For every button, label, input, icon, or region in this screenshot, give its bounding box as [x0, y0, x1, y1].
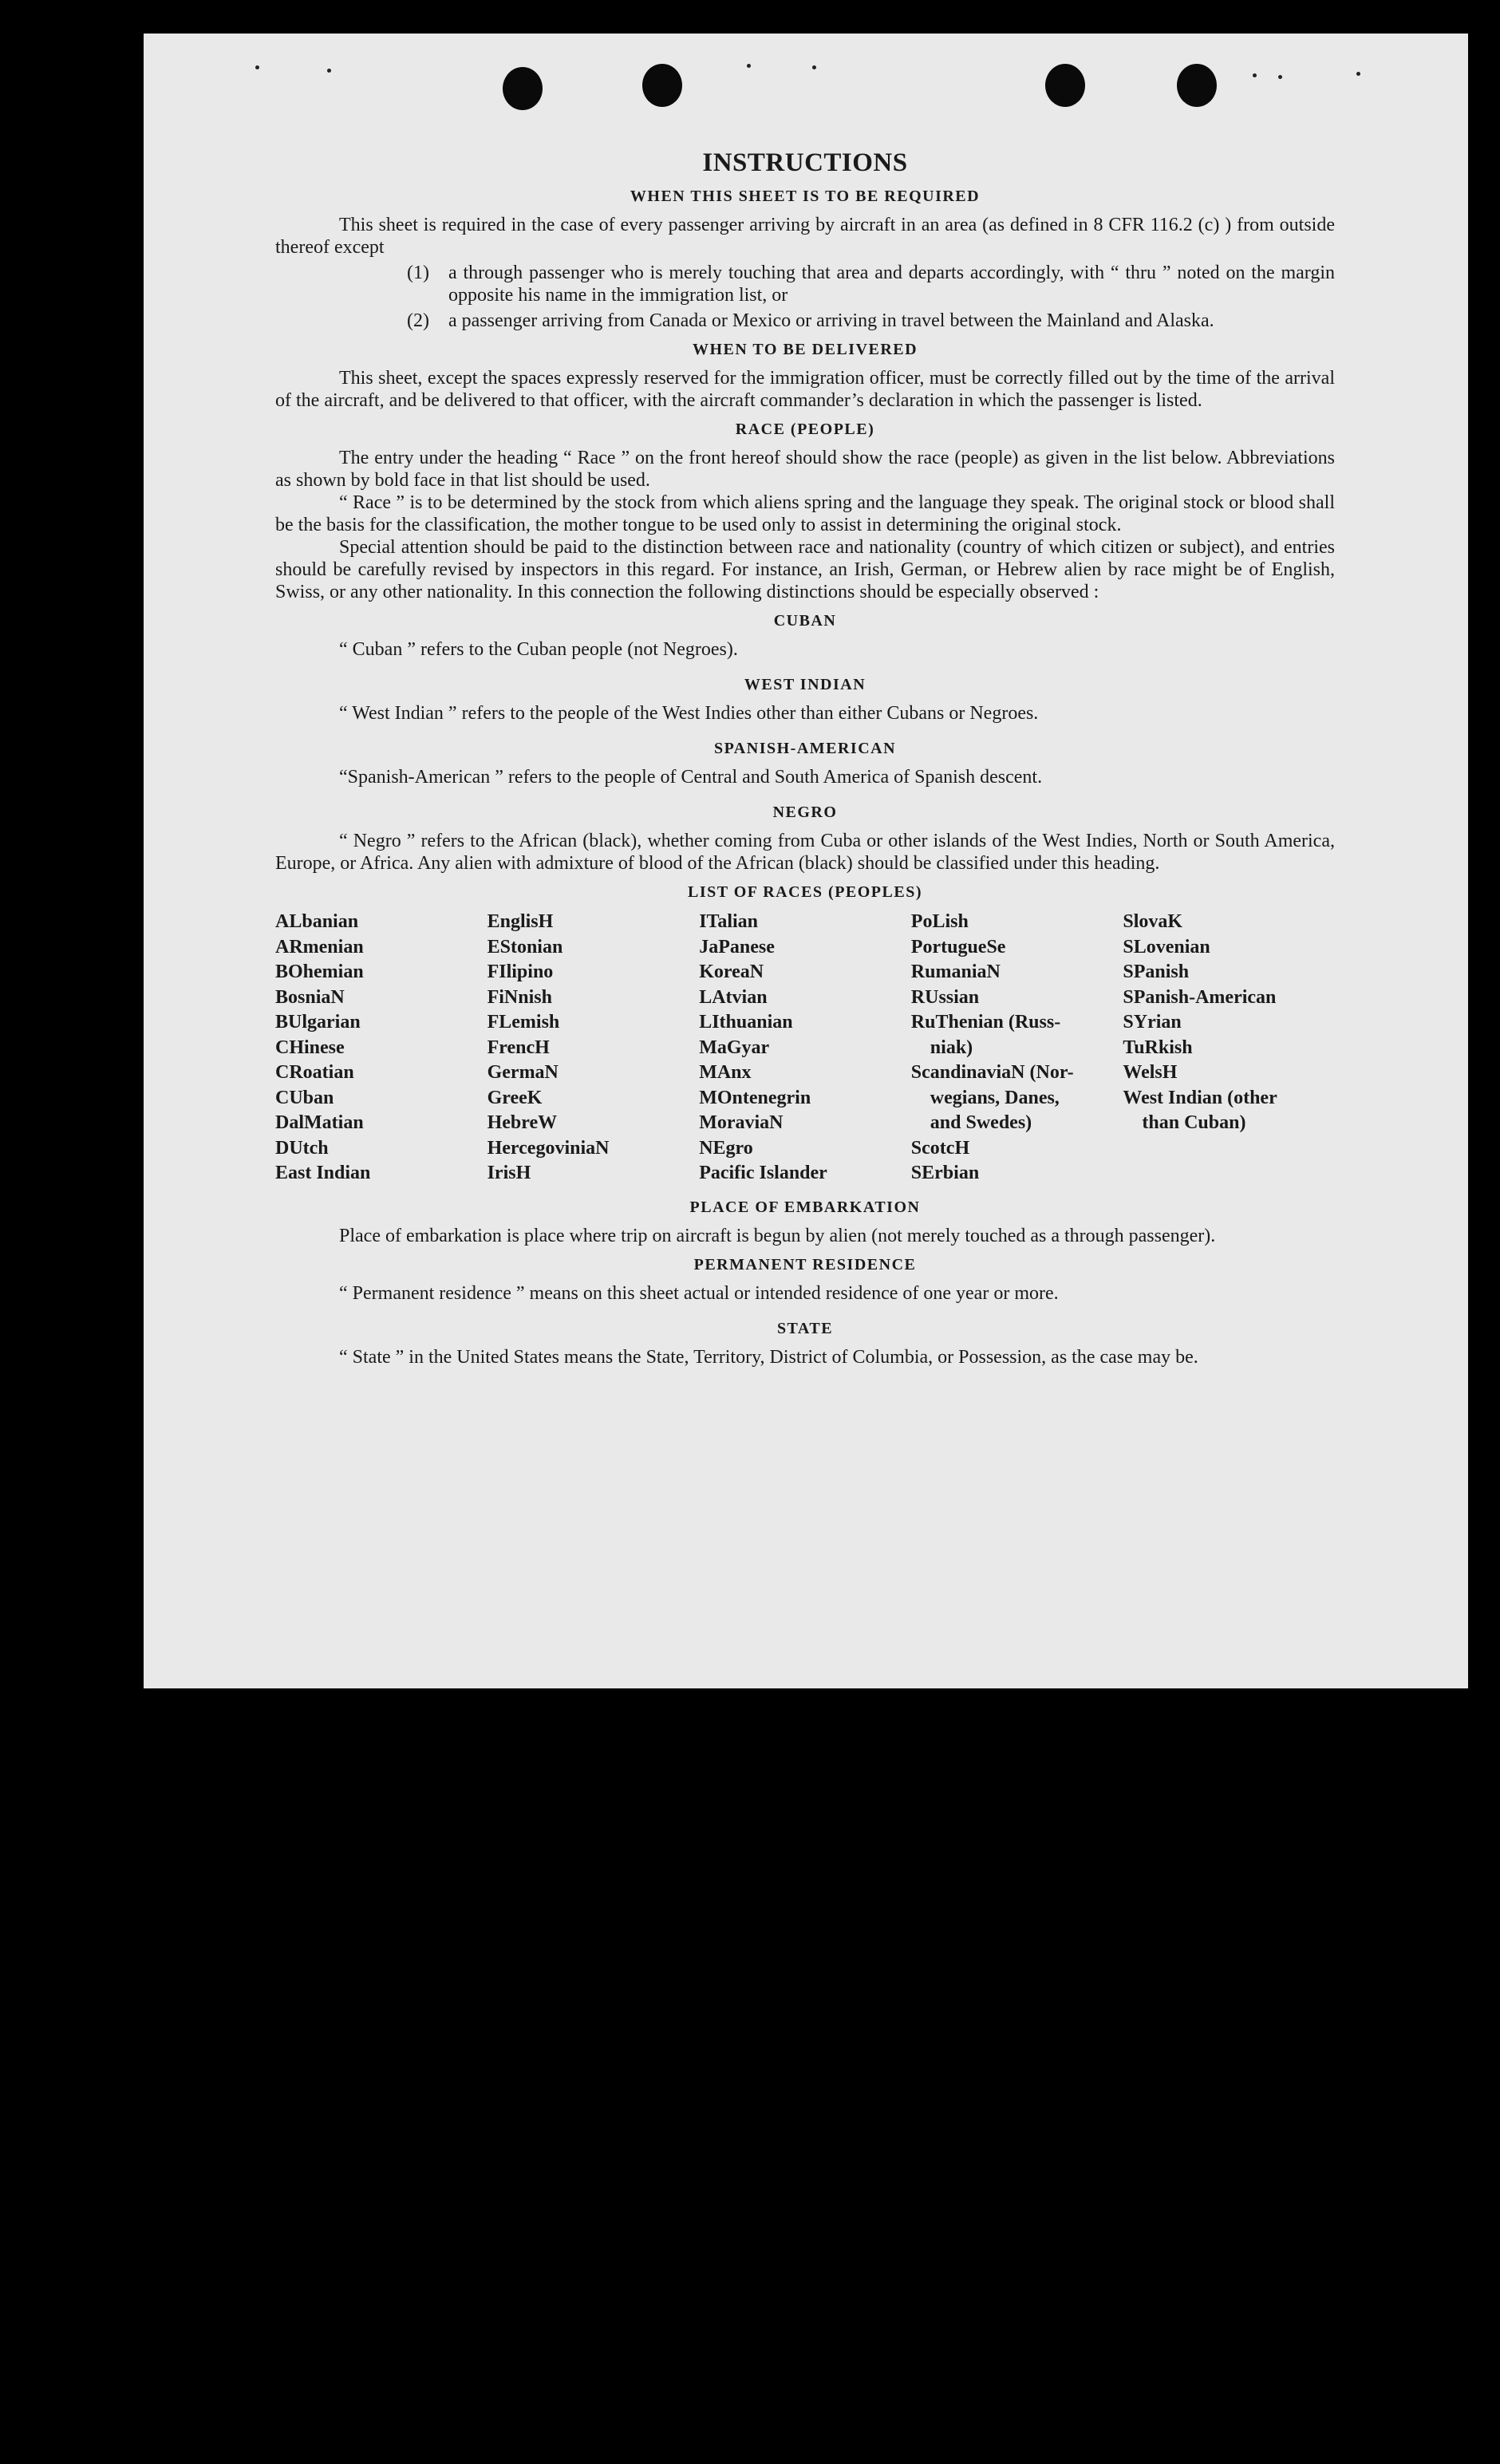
race-entry: SErbian: [910, 1163, 980, 1183]
race-entry: MoraviaN: [699, 1112, 784, 1133]
race-entry: GermaN: [487, 1062, 559, 1083]
race-entry: BOhemian: [275, 962, 364, 982]
heading-state: STATE: [776, 1319, 834, 1337]
race-entry: RumaniaN: [910, 962, 1001, 982]
race-entry: niak): [930, 1037, 973, 1058]
race-entry: BUlgarian: [275, 1012, 361, 1033]
race-entry: EnglisH: [487, 911, 554, 932]
heading-spanish-american: SPANISH-AMERICAN: [713, 740, 897, 757]
race-entry: wegians, Danes,: [930, 1087, 1060, 1108]
speck: [327, 69, 331, 73]
speck: [747, 64, 751, 68]
race-entry: FIlipino: [487, 962, 554, 982]
race-entry: ARmenian: [275, 936, 364, 958]
race-entry: CHinese: [275, 1037, 345, 1058]
speck: [255, 65, 259, 69]
punch-hole: [642, 64, 682, 107]
paragraph-embarkation: Place of embarkation is place where trip on aircraft is begun by alien (not merely touched as a through passenger).: [339, 1225, 1216, 1246]
race-entry: SlovaK: [1123, 911, 1183, 932]
race-entry: IrisH: [487, 1163, 531, 1183]
race-entry: MAnx: [699, 1062, 752, 1083]
race-entry: FiNnish: [487, 986, 552, 1008]
instructions-content: [275, 148, 1335, 1368]
race-entry: RuThenian (Russ-: [910, 1012, 1061, 1033]
paragraph-race-2: “ Race ” is to be determined by the stock from which aliens spring and the language they speak. The original stock or blood shall be the basis for the classification, the mother tongue to be used only to assist in determining the original stock.: [275, 492, 1335, 535]
race-entry: SLovenian: [1123, 936, 1210, 958]
race-entry: WelsH: [1123, 1062, 1178, 1083]
race-entry: MaGyar: [699, 1037, 770, 1058]
page-title: INSTRUCTIONS: [702, 148, 908, 177]
race-entry: West Indian (other: [1123, 1087, 1277, 1108]
heading-negro: NEGRO: [772, 804, 838, 821]
condition-item: [407, 262, 1335, 306]
paragraph-race-3: Special attention should be paid to the distinction between race and nationality (country of which citizen or subject), and entries should be carefully revised by inspectors in this regard. For instance, an Irish, German, or Hebrew alien by race might be of English, Swiss, or any other nationality. In this connection the following distinctions should be especially observed :: [275, 537, 1335, 602]
condition-item: [407, 310, 1335, 332]
condition-number: (2): [407, 310, 429, 331]
heading-residence: PERMANENT RESIDENCE: [693, 1255, 917, 1273]
paragraph-residence: “ Permanent residence ” means on this sheet actual or intended residence of one year or more.: [339, 1282, 1059, 1304]
race-entry: EStonian: [487, 936, 563, 958]
punch-hole: [503, 67, 543, 110]
races-column: [275, 910, 488, 1187]
race-entry: NEgro: [699, 1137, 753, 1159]
race-entry: LIthuanian: [699, 1012, 793, 1033]
document-page: [144, 34, 1468, 1688]
race-entry: GreeK: [487, 1087, 543, 1108]
heading-when-required: WHEN THIS SHEET IS TO BE REQUIRED: [630, 188, 981, 205]
condition-text: a through passenger who is merely touching that area and departs accordingly, with “ thru ” noted on the margin opposite his name in the immigration list, or: [448, 263, 1335, 306]
races-column: [699, 910, 911, 1187]
race-entry: BosniaN: [275, 986, 345, 1008]
speck: [1253, 73, 1257, 77]
paragraph-when-delivered: This sheet, except the spaces expressly reserved for the immigration officer, must be correctly filled out by the time of the arrival of the aircraft, and be delivered to that officer, with the aircraft commander’s declaration in which the passenger is listed.: [275, 368, 1335, 411]
punch-hole: [1045, 64, 1085, 107]
race-entry: HercegoviniaN: [487, 1137, 610, 1159]
paragraph-cuban: “ Cuban ” refers to the Cuban people (not Negroes).: [339, 639, 738, 660]
race-entry: MOntenegrin: [699, 1087, 811, 1108]
condition-number: (1): [407, 263, 429, 283]
paragraph-negro: “ Negro ” refers to the African (black), whether coming from Cuba or other islands of the West Indies, North or South America, Europe, or Africa. Any alien with admixture of blood of the African (black) should be classified under this heading.: [275, 831, 1335, 874]
heading-embarkation: PLACE OF EMBARKATION: [689, 1198, 921, 1216]
race-entry: East Indian: [275, 1163, 371, 1183]
race-entry: KoreaN: [699, 962, 764, 982]
race-entry: TuRkish: [1123, 1037, 1193, 1058]
race-entry: and Swedes): [930, 1112, 1032, 1133]
punch-hole: [1177, 64, 1217, 107]
heading-list-of-races: LIST OF RACES (PEOPLES): [687, 883, 922, 901]
races-column: [488, 910, 700, 1187]
race-entry: than Cuban): [1142, 1112, 1246, 1133]
speck: [812, 65, 816, 69]
races-column: [911, 910, 1123, 1187]
speck: [1356, 72, 1360, 76]
race-entry: CRoatian: [275, 1062, 354, 1083]
paragraph-race-1: The entry under the heading “ Race ” on the front hereof should show the race (people) as given in the list below. Abbreviations as shown by bold face in that list should be used.: [275, 448, 1335, 491]
race-entry: CUban: [275, 1087, 334, 1108]
race-entry: DUtch: [275, 1137, 329, 1159]
race-entry: FLemish: [487, 1012, 560, 1033]
paragraph-state: “ State ” in the United States means the State, Territory, District of Columbia, or Possession, as the case may be.: [339, 1346, 1198, 1368]
heading-cuban: CUBAN: [773, 612, 837, 630]
race-entry: SPanish: [1123, 962, 1190, 982]
race-entry: FrencH: [487, 1037, 550, 1058]
race-entry: ScotcH: [910, 1137, 970, 1159]
heading-race: RACE (PEOPLE): [735, 421, 875, 438]
race-entry: Pacific Islander: [699, 1163, 827, 1183]
paragraph-when-required: This sheet is required in the case of every passenger arriving by aircraft in an area (as defined in 8 CFR 116.2 (c) ) from outside thereof except: [275, 215, 1335, 258]
race-entry: DalMatian: [275, 1112, 364, 1133]
races-list: [275, 910, 1335, 1187]
heading-when-delivered: WHEN TO BE DELIVERED: [692, 341, 918, 358]
condition-text: a passenger arriving from Canada or Mexico or arriving in travel between the Mainland and Alaska.: [448, 310, 1214, 331]
race-entry: SPanish-American: [1123, 986, 1277, 1008]
speck: [1278, 75, 1282, 79]
race-entry: LAtvian: [699, 986, 768, 1008]
race-entry: SYrian: [1123, 1012, 1182, 1033]
race-entry: JaPanese: [699, 936, 775, 958]
race-entry: RUssian: [910, 986, 980, 1008]
race-entry: PoLish: [910, 911, 969, 932]
paragraph-west-indian: “ West Indian ” refers to the people of the West Indies other than either Cubans or Negroes.: [339, 703, 1039, 724]
race-entry: ALbanian: [275, 911, 359, 932]
race-entry: HebreW: [487, 1112, 558, 1133]
races-column: [1123, 910, 1335, 1187]
race-entry: ITalian: [699, 911, 759, 932]
race-entry: PortugueSe: [910, 936, 1006, 958]
heading-west-indian: WEST INDIAN: [744, 676, 866, 693]
paragraph-spanish-american: “Spanish-American ” refers to the people of Central and South America of Spanish descent.: [339, 767, 1043, 788]
race-entry: ScandinaviaN (Nor-: [910, 1062, 1074, 1083]
